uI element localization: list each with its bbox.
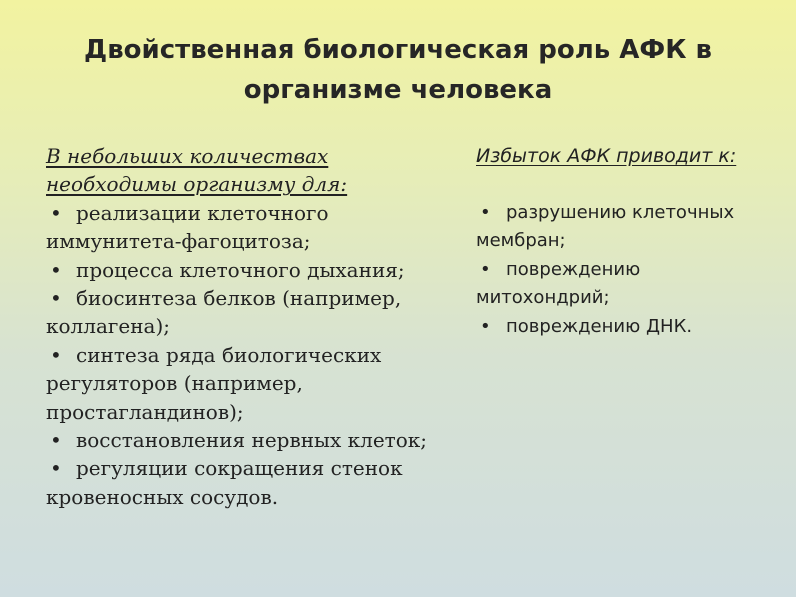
list-item [46,341,466,426]
list-item-text: восстановления нервных клеток; [76,428,427,453]
bullet-icon: • [50,428,62,453]
bullet-icon: • [50,456,62,481]
right-column [476,142,776,342]
left-column-heading [46,142,466,199]
list-item-text: простагландинов); [46,399,244,424]
list-item-text: мембран; [476,230,566,252]
list-item-text: коллагена); [46,314,170,339]
bullet-icon: • [50,200,62,225]
bullet-icon: • [480,201,491,223]
list-item-text: биосинтеза белков (например, [76,286,402,311]
list-item-text: разрушению клеточных [506,201,735,223]
right-column-heading: Избыток АФК приводит к: [476,145,737,167]
list-item-text: регуляторов (например, [46,371,303,396]
bullet-icon: • [480,258,491,280]
list-item-text: процесса клеточного дыхания; [76,257,405,282]
bullet-icon: • [50,342,62,367]
list-item [46,454,466,511]
list-item [476,313,776,342]
list-item [46,199,466,256]
list-item-text: повреждению [506,258,641,280]
left-heading-line-2: необходимы организму для: [46,172,348,197]
slide-title [40,30,756,110]
bullet-icon: • [480,315,491,337]
title-line-2: организме человека [243,75,553,105]
list-item [46,256,466,284]
list-item [476,256,776,313]
list-item-text: повреждению ДНК. [506,315,693,337]
list-item-text: синтеза ряда биологических [76,342,382,367]
bullet-icon: • [50,286,62,311]
list-item [476,199,776,256]
title-line-1: Двойственная биологическая роль АФК в [84,35,712,65]
list-item-text: реализации клеточного [76,200,329,225]
list-item-text: митохондрий; [476,287,610,309]
list-item-text: кровеносных сосудов. [46,484,279,509]
list-item [46,284,466,341]
list-item [46,426,466,454]
list-item-text: иммунитета-фагоцитоза; [46,229,311,254]
left-heading-line-1: В небольших количествах [46,144,329,168]
bullet-icon: • [50,257,62,282]
list-item-text: регуляции сокращения стенок [76,456,403,481]
left-column [46,142,466,511]
